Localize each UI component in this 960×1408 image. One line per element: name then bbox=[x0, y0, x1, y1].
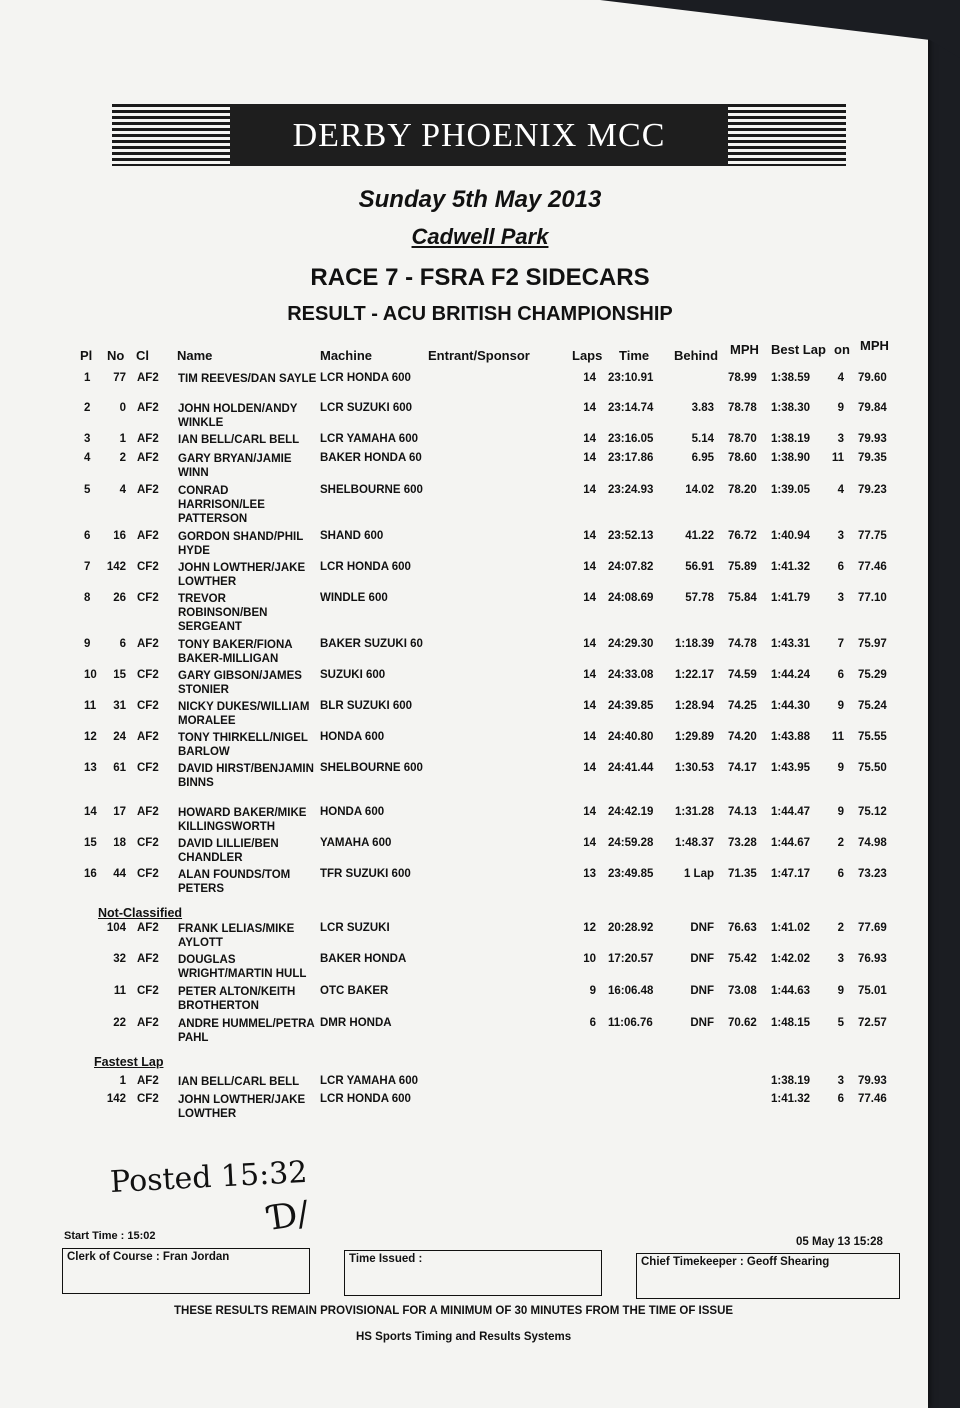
club-banner bbox=[112, 98, 846, 178]
cell-class: CF2 bbox=[137, 985, 159, 997]
cell-position: 6 bbox=[84, 530, 91, 542]
cell-mph: 74.20 bbox=[728, 731, 757, 743]
cell-machine: LCR YAMAHA 600 bbox=[320, 1075, 418, 1087]
cell-class: AF2 bbox=[137, 638, 159, 650]
cell-number: 104 bbox=[106, 922, 126, 934]
cell-name: PETER ALTON/KEITH BROTHERTON bbox=[178, 986, 296, 1012]
cell-time: 24:33.08 bbox=[608, 669, 654, 681]
cell-machine: LCR HONDA 600 bbox=[320, 1093, 411, 1105]
initials-signature: Ɗ/ bbox=[267, 1193, 312, 1239]
cell-number: 32 bbox=[113, 953, 126, 965]
col-no: No bbox=[107, 348, 125, 363]
cell-class: CF2 bbox=[137, 868, 159, 880]
cell-class: CF2 bbox=[137, 669, 159, 681]
cell-number: 2 bbox=[119, 452, 126, 464]
cell-class: AF2 bbox=[137, 530, 159, 542]
clerk-of-course-box bbox=[62, 1248, 310, 1294]
cell-time: 24:42.19 bbox=[608, 806, 654, 818]
cell-behind: 41.22 bbox=[685, 530, 714, 542]
cell-best-on: 6 bbox=[837, 669, 844, 681]
col-machine: Machine bbox=[320, 348, 373, 363]
cell-number: 18 bbox=[113, 837, 126, 849]
cell-number: 26 bbox=[113, 592, 126, 604]
cell-name: CONRAD HARRISON/LEE PATTERSON bbox=[178, 485, 265, 525]
cell-time: 24:29.30 bbox=[608, 638, 654, 650]
cell-class: CF2 bbox=[137, 561, 159, 573]
cell-best-mph: 75.29 bbox=[858, 669, 887, 681]
cell-best-mph: 77.75 bbox=[858, 530, 887, 542]
cell-best-mph: 73.23 bbox=[858, 868, 887, 880]
cell-number: 15 bbox=[113, 669, 126, 681]
cell-laps: 14 bbox=[583, 592, 596, 604]
cell-laps: 14 bbox=[583, 402, 596, 414]
col-entrant: Entrant/Sponsor bbox=[428, 348, 530, 363]
cell-machine: TFR SUZUKI 600 bbox=[320, 868, 411, 880]
cell-class: AF2 bbox=[137, 433, 159, 445]
clerk-of-course: Clerk of Course : Fran Jordan bbox=[67, 1251, 230, 1263]
cell-best-lap: 1:43.31 bbox=[771, 638, 811, 650]
cell-best-lap: 1:38.19 bbox=[771, 1075, 811, 1087]
cell-laps: 14 bbox=[583, 561, 596, 573]
cell-laps: 14 bbox=[583, 484, 596, 496]
cell-mph: 78.70 bbox=[728, 433, 757, 445]
page-corner-fold bbox=[0, 0, 960, 60]
cell-behind: 1:28.94 bbox=[674, 700, 714, 712]
cell-time: 23:16.05 bbox=[608, 433, 654, 445]
column-headers bbox=[0, 338, 928, 368]
cell-machine: LCR YAMAHA 600 bbox=[320, 433, 418, 445]
cell-position: 12 bbox=[84, 731, 97, 743]
cell-best-mph: 77.10 bbox=[858, 592, 887, 604]
cell-laps: 10 bbox=[583, 953, 596, 965]
cell-best-mph: 75.24 bbox=[858, 700, 887, 712]
col-on: on bbox=[834, 342, 850, 357]
cell-behind: 57.78 bbox=[685, 592, 714, 604]
result-title: RESULT - ACU BRITISH CHAMPIONSHIP bbox=[287, 303, 673, 325]
cell-name: DAVID LILLIE/BEN CHANDLER bbox=[178, 838, 279, 864]
cell-best-on: 9 bbox=[837, 402, 844, 414]
cell-mph: 78.60 bbox=[728, 452, 757, 464]
cell-behind: DNF bbox=[690, 1017, 714, 1029]
cell-best-on: 9 bbox=[837, 806, 844, 818]
cell-time: 24:41.44 bbox=[608, 762, 654, 774]
cell-best-lap: 1:38.30 bbox=[771, 402, 811, 414]
cell-name: TREVOR ROBINSON/BEN SERGEANT bbox=[178, 593, 268, 633]
cell-class: AF2 bbox=[137, 731, 159, 743]
cell-position: 3 bbox=[84, 433, 91, 445]
cell-position: 13 bbox=[84, 762, 97, 774]
cell-behind: 1:22.17 bbox=[674, 669, 714, 681]
cell-mph: 75.84 bbox=[728, 592, 757, 604]
cell-time: 11:06.76 bbox=[608, 1017, 653, 1029]
cell-machine: BAKER HONDA 60 bbox=[320, 452, 422, 464]
cell-best-lap: 1:38.19 bbox=[771, 433, 811, 445]
cell-best-on: 11 bbox=[831, 452, 844, 464]
col-best-lap: Best Lap bbox=[771, 342, 826, 357]
cell-position: 11 bbox=[84, 700, 97, 712]
cell-laps: 14 bbox=[583, 433, 596, 445]
cell-behind: 6.95 bbox=[691, 452, 714, 464]
cell-mph: 76.72 bbox=[728, 530, 757, 542]
cell-laps: 13 bbox=[583, 868, 596, 880]
cell-behind: 1:29.89 bbox=[674, 731, 714, 743]
cell-best-mph: 79.60 bbox=[858, 372, 887, 384]
cell-best-on: 9 bbox=[837, 700, 844, 712]
cell-laps: 14 bbox=[583, 372, 596, 384]
cell-behind: DNF bbox=[690, 953, 714, 965]
cell-mph: 75.89 bbox=[728, 561, 757, 573]
chief-timekeeper-box bbox=[636, 1253, 900, 1299]
cell-best-on: 4 bbox=[837, 484, 844, 496]
col-mph: MPH bbox=[730, 342, 759, 357]
event-venue: Cadwell Park bbox=[411, 224, 549, 249]
cell-time: 24:39.85 bbox=[608, 700, 654, 712]
cell-best-mph: 77.46 bbox=[858, 561, 887, 573]
cell-laps: 14 bbox=[583, 806, 596, 818]
cell-best-mph: 79.93 bbox=[858, 1075, 887, 1087]
cell-behind: 1:30.53 bbox=[674, 762, 714, 774]
cell-name: ALAN FOUNDS/TOM PETERS bbox=[178, 869, 291, 895]
cell-mph: 73.08 bbox=[728, 985, 757, 997]
cell-best-mph: 79.23 bbox=[858, 484, 887, 496]
cell-machine: HONDA 600 bbox=[320, 731, 385, 743]
cell-mph: 75.42 bbox=[728, 953, 757, 965]
cell-best-lap: 1:44.30 bbox=[771, 700, 811, 712]
cell-number: 6 bbox=[119, 638, 126, 650]
cell-name: IAN BELL/CARL BELL bbox=[178, 1076, 300, 1088]
cell-mph: 78.78 bbox=[728, 402, 757, 414]
cell-best-on: 2 bbox=[837, 837, 844, 849]
cell-name: ANDRE HUMMEL/PETRA PAHL bbox=[178, 1018, 315, 1044]
cell-number: 0 bbox=[119, 402, 126, 414]
cell-best-mph: 79.84 bbox=[858, 402, 887, 414]
race-title: RACE 7 - FSRA F2 SIDECARS bbox=[310, 264, 650, 291]
cell-name: DOUGLAS WRIGHT/MARTIN HULL bbox=[178, 954, 307, 980]
fastest-lap-heading: Fastest Lap bbox=[94, 1055, 164, 1069]
cell-laps: 14 bbox=[583, 669, 596, 681]
cell-number: 16 bbox=[113, 530, 126, 542]
cell-behind: 1 Lap bbox=[683, 868, 714, 880]
cell-best-mph: 75.97 bbox=[858, 638, 887, 650]
cell-best-on: 6 bbox=[837, 868, 844, 880]
cell-position: 14 bbox=[84, 806, 97, 818]
time-issued: Time Issued : bbox=[349, 1253, 423, 1265]
cell-class: AF2 bbox=[137, 402, 159, 414]
cell-best-lap: 1:43.88 bbox=[771, 731, 811, 743]
cell-machine: BAKER HONDA bbox=[320, 953, 407, 965]
cell-machine: DMR HONDA bbox=[320, 1017, 392, 1029]
cell-best-on: 3 bbox=[837, 433, 844, 445]
cell-machine: SHELBOURNE 600 bbox=[320, 484, 423, 496]
cell-best-mph: 76.93 bbox=[858, 953, 887, 965]
cell-class: AF2 bbox=[137, 806, 159, 818]
cell-number: 31 bbox=[113, 700, 126, 712]
cell-time: 23:52.13 bbox=[608, 530, 654, 542]
cell-best-mph: 77.69 bbox=[858, 922, 887, 934]
cell-best-lap: 1:41.02 bbox=[771, 922, 811, 934]
cell-behind: 5.14 bbox=[691, 433, 714, 445]
cell-mph: 71.35 bbox=[728, 868, 757, 880]
cell-best-lap: 1:48.15 bbox=[771, 1017, 811, 1029]
cell-time: 23:10.91 bbox=[608, 372, 654, 384]
cell-best-lap: 1:41.32 bbox=[771, 561, 811, 573]
cell-best-on: 6 bbox=[837, 1093, 844, 1105]
cell-best-lap: 1:40.94 bbox=[771, 530, 811, 542]
cell-best-on: 2 bbox=[837, 922, 844, 934]
cell-best-lap: 1:44.63 bbox=[771, 985, 811, 997]
cell-machine: LCR SUZUKI 600 bbox=[320, 402, 413, 414]
cell-class: AF2 bbox=[137, 1017, 159, 1029]
cell-class: AF2 bbox=[137, 1075, 159, 1087]
cell-best-on: 3 bbox=[837, 592, 844, 604]
cell-position: 7 bbox=[84, 561, 91, 573]
cell-time: 24:40.80 bbox=[608, 731, 654, 743]
cell-best-lap: 1:38.59 bbox=[771, 372, 811, 384]
cell-class: CF2 bbox=[137, 762, 159, 774]
cell-laps: 12 bbox=[583, 922, 596, 934]
chief-timekeeper: Chief Timekeeper : Geoff Shearing bbox=[641, 1256, 830, 1268]
cell-number: 61 bbox=[113, 762, 126, 774]
cell-best-mph: 72.57 bbox=[858, 1017, 887, 1029]
col-time: Time bbox=[619, 348, 650, 363]
cell-laps: 14 bbox=[583, 452, 596, 464]
cell-position: 5 bbox=[84, 484, 91, 496]
cell-number: 44 bbox=[113, 868, 126, 880]
cell-best-lap: 1:39.05 bbox=[771, 484, 811, 496]
cell-time: 23:14.74 bbox=[608, 402, 654, 414]
cell-time: 23:17.86 bbox=[608, 452, 654, 464]
cell-name: JOHN HOLDEN/ANDY WINKLE bbox=[178, 403, 298, 429]
posted-note: Posted 15:32 bbox=[109, 1154, 309, 1201]
cell-machine: YAMAHA 600 bbox=[320, 837, 392, 849]
cell-class: AF2 bbox=[137, 953, 159, 965]
cell-time: 16:06.48 bbox=[608, 985, 654, 997]
cell-best-on: 5 bbox=[837, 1017, 844, 1029]
cell-mph: 78.20 bbox=[728, 484, 757, 496]
cell-name: TONY BAKER/FIONA BAKER-MILLIGAN bbox=[178, 639, 293, 665]
cell-position: 8 bbox=[84, 592, 91, 604]
cell-behind: 3.83 bbox=[691, 402, 714, 414]
cell-class: AF2 bbox=[137, 452, 159, 464]
cell-machine: SHAND 600 bbox=[320, 530, 384, 542]
cell-best-mph: 75.50 bbox=[858, 762, 887, 774]
cell-behind: 14.02 bbox=[685, 484, 714, 496]
cell-best-on: 11 bbox=[831, 731, 844, 743]
col-behind: Behind bbox=[674, 348, 719, 363]
cell-position: 10 bbox=[84, 669, 97, 681]
cell-position: 15 bbox=[84, 837, 97, 849]
col-cl: Cl bbox=[136, 348, 149, 363]
cell-best-lap: 1:47.17 bbox=[771, 868, 811, 880]
cell-mph: 78.99 bbox=[728, 372, 757, 384]
cell-name: GORDON SHAND/PHIL HYDE bbox=[178, 531, 304, 557]
cell-best-mph: 77.46 bbox=[858, 1093, 887, 1105]
cell-name: NICKY DUKES/WILLIAM MORALEE bbox=[178, 701, 310, 727]
cell-best-mph: 75.12 bbox=[858, 806, 887, 818]
cell-best-mph: 75.55 bbox=[858, 731, 887, 743]
cell-best-lap: 1:38.90 bbox=[771, 452, 811, 464]
cell-laps: 9 bbox=[589, 985, 596, 997]
cell-number: 77 bbox=[113, 372, 126, 384]
cell-time: 24:08.69 bbox=[608, 592, 654, 604]
cell-number: 22 bbox=[113, 1017, 126, 1029]
cell-behind: 56.91 bbox=[685, 561, 714, 573]
cell-mph: 74.59 bbox=[728, 669, 757, 681]
cell-position: 9 bbox=[84, 638, 91, 650]
cell-machine: SUZUKI 600 bbox=[320, 669, 386, 681]
cell-class: AF2 bbox=[137, 922, 159, 934]
cell-name: IAN BELL/CARL BELL bbox=[178, 434, 300, 446]
cell-best-on: 9 bbox=[837, 762, 844, 774]
cell-mph: 70.62 bbox=[728, 1017, 757, 1029]
cell-class: CF2 bbox=[137, 837, 159, 849]
banner-stripes-left bbox=[112, 104, 230, 166]
cell-machine: SHELBOURNE 600 bbox=[320, 762, 423, 774]
cell-laps: 14 bbox=[583, 638, 596, 650]
cell-number: 17 bbox=[113, 806, 126, 818]
cell-class: AF2 bbox=[137, 484, 159, 496]
timing-system: HS Sports Timing and Results Systems bbox=[356, 1331, 572, 1343]
cell-best-lap: 1:44.67 bbox=[771, 837, 811, 849]
cell-name: JOHN LOWTHER/JAKE LOWTHER bbox=[178, 1094, 306, 1120]
cell-machine: LCR HONDA 600 bbox=[320, 561, 411, 573]
cell-mph: 74.13 bbox=[728, 806, 757, 818]
cell-name: DAVID HIRST/BENJAMIN BINNS bbox=[178, 763, 314, 789]
cell-name: JOHN LOWTHER/JAKE LOWTHER bbox=[178, 562, 306, 588]
col-mph-best: MPH bbox=[860, 338, 889, 353]
cell-time: 17:20.57 bbox=[608, 953, 654, 965]
club-name bbox=[230, 104, 728, 166]
cell-machine: BAKER SUZUKI 60 bbox=[320, 638, 423, 650]
cell-mph: 74.17 bbox=[728, 762, 757, 774]
cell-number: 1 bbox=[119, 433, 126, 445]
cell-position: 2 bbox=[84, 402, 91, 414]
cell-laps: 14 bbox=[583, 762, 596, 774]
cell-number: 142 bbox=[106, 1093, 126, 1105]
cell-best-mph: 79.93 bbox=[858, 433, 887, 445]
cell-name: GARY BRYAN/JAMIE WINN bbox=[178, 453, 292, 479]
cell-mph: 74.25 bbox=[728, 700, 757, 712]
banner-stripes-right bbox=[728, 104, 846, 166]
cell-number: 11 bbox=[113, 985, 126, 997]
cell-best-lap: 1:44.47 bbox=[771, 806, 811, 818]
printed-timestamp: 05 May 13 15:28 bbox=[796, 1236, 883, 1248]
cell-class: CF2 bbox=[137, 700, 159, 712]
cell-laps: 6 bbox=[589, 1017, 596, 1029]
col-name: Name bbox=[177, 348, 213, 363]
cell-best-on: 3 bbox=[837, 1075, 844, 1087]
cell-machine: BLR SUZUKI 600 bbox=[320, 700, 413, 712]
cell-name: FRANK LELIAS/MIKE AYLOTT bbox=[178, 923, 295, 949]
cell-best-lap: 1:43.95 bbox=[771, 762, 811, 774]
cell-behind: DNF bbox=[690, 985, 714, 997]
provisional-notice: THESE RESULTS REMAIN PROVISIONAL FOR A MINIMUM OF 30 MINUTES FROM THE TIME OF ISSUE bbox=[174, 1305, 734, 1317]
cell-position: 16 bbox=[84, 868, 97, 880]
cell-behind: 1:48.37 bbox=[674, 837, 714, 849]
cell-behind: 1:18.39 bbox=[674, 638, 714, 650]
cell-behind: DNF bbox=[690, 922, 714, 934]
cell-machine: OTC BAKER bbox=[320, 985, 389, 997]
cell-name: GARY GIBSON/JAMES STONIER bbox=[178, 670, 302, 696]
cell-mph: 73.28 bbox=[728, 837, 757, 849]
cell-best-mph: 79.35 bbox=[858, 452, 887, 464]
cell-time: 23:24.93 bbox=[608, 484, 654, 496]
cell-class: CF2 bbox=[137, 592, 159, 604]
cell-name: HOWARD BAKER/MIKE KILLINGSWORTH bbox=[178, 807, 307, 833]
col-pl: Pl bbox=[80, 348, 93, 363]
cell-class: CF2 bbox=[137, 1093, 159, 1105]
cell-time: 24:07.82 bbox=[608, 561, 654, 573]
cell-best-lap: 1:42.02 bbox=[771, 953, 811, 965]
cell-best-lap: 1:44.24 bbox=[771, 669, 811, 681]
cell-class: AF2 bbox=[137, 372, 159, 384]
cell-best-on: 4 bbox=[837, 372, 844, 384]
cell-name: TIM REEVES/DAN SAYLE bbox=[178, 373, 317, 385]
col-laps: Laps bbox=[572, 348, 603, 363]
cell-position: 1 bbox=[84, 372, 91, 384]
cell-best-mph: 74.98 bbox=[858, 837, 887, 849]
cell-best-on: 9 bbox=[837, 985, 844, 997]
cell-time: 20:28.92 bbox=[608, 922, 654, 934]
cell-time: 24:59.28 bbox=[608, 837, 654, 849]
cell-machine: WINDLE 600 bbox=[320, 592, 388, 604]
cell-number: 24 bbox=[113, 731, 126, 743]
cell-laps: 14 bbox=[583, 837, 596, 849]
cell-best-on: 3 bbox=[837, 953, 844, 965]
cell-number: 4 bbox=[119, 484, 126, 496]
cell-laps: 14 bbox=[583, 731, 596, 743]
not-classified-heading: Not-Classified bbox=[98, 906, 183, 920]
cell-name: TONY THIRKELL/NIGEL BARLOW bbox=[178, 732, 308, 758]
cell-mph: 74.78 bbox=[728, 638, 757, 650]
time-issued-box bbox=[344, 1250, 602, 1296]
cell-mph: 76.63 bbox=[728, 922, 757, 934]
cell-best-on: 6 bbox=[837, 561, 844, 573]
cell-machine: HONDA 600 bbox=[320, 806, 385, 818]
cell-machine: LCR HONDA 600 bbox=[320, 372, 411, 384]
cell-number: 142 bbox=[106, 561, 126, 573]
cell-best-on: 7 bbox=[837, 638, 844, 650]
cell-best-lap: 1:41.32 bbox=[771, 1093, 811, 1105]
event-date: Sunday 5th May 2013 bbox=[358, 186, 602, 213]
start-time: Start Time : 15:02 bbox=[64, 1230, 156, 1242]
cell-position: 4 bbox=[84, 452, 91, 464]
cell-time: 23:49.85 bbox=[608, 868, 654, 880]
cell-machine: LCR SUZUKI bbox=[320, 922, 390, 934]
cell-best-lap: 1:41.79 bbox=[771, 592, 811, 604]
cell-best-on: 3 bbox=[837, 530, 844, 542]
cell-best-mph: 75.01 bbox=[858, 985, 887, 997]
club-name-text: DERBY PHOENIX MCC bbox=[292, 117, 666, 154]
cell-laps: 14 bbox=[583, 530, 596, 542]
cell-number: 1 bbox=[119, 1075, 126, 1087]
cell-behind: 1:31.28 bbox=[674, 806, 714, 818]
cell-laps: 14 bbox=[583, 700, 596, 712]
